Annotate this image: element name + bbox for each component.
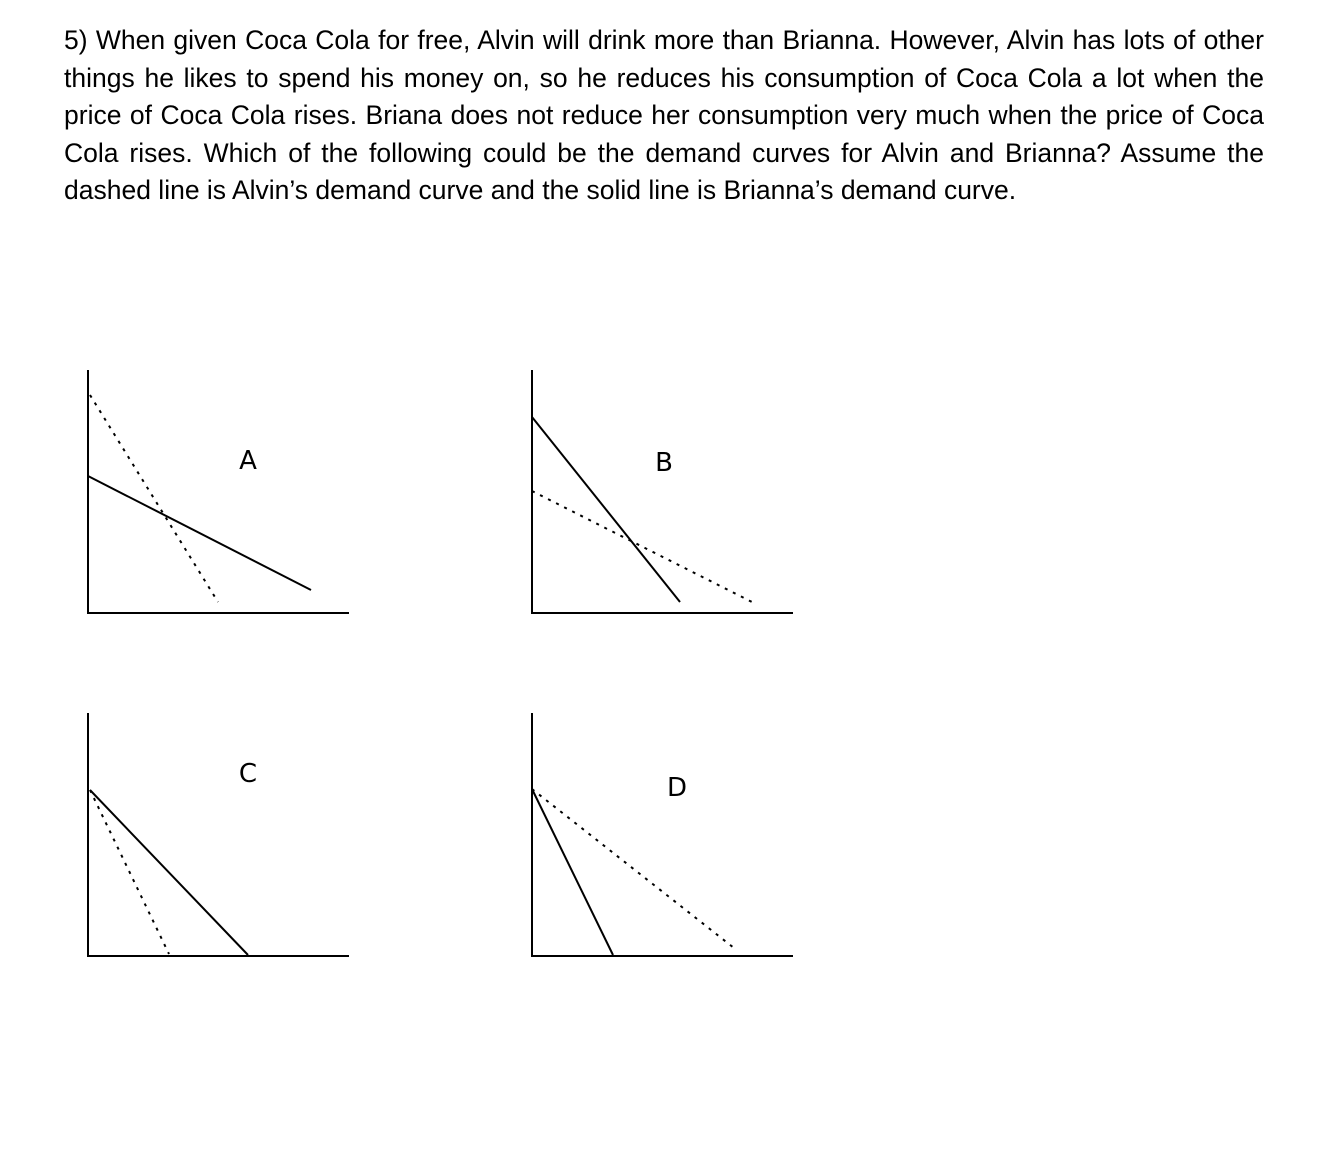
graph-option-a	[80, 365, 360, 625]
graph-option-c	[80, 708, 360, 968]
option-letter: A	[239, 446, 257, 476]
alvin-demand-curve	[532, 491, 752, 602]
option-letter: C	[238, 759, 258, 789]
alvin-demand-curve	[532, 789, 734, 948]
brianna-demand-curve	[90, 790, 248, 955]
brianna-demand-curve	[532, 789, 613, 955]
question-text: 5) When given Coca Cola for free, Alvin will drink more than Brianna. However, Alvin has lots of other things he likes to spend his money on, so he reduces his consumption of Coca Cola a lot when the price of Coca Cola rises. Briana does not reduce her consumption very much when the price of Coca Cola rises. Which of the following could be the demand curves for Alvin and Brianna? Assume the dashed line is Alvin’s demand curve and the solid line is Brianna’s demand curve.	[64, 25, 1264, 206]
brianna-demand-curve	[532, 417, 680, 602]
option-letter: D	[666, 773, 688, 803]
alvin-demand-curve	[90, 790, 169, 954]
graph-option-d	[524, 708, 804, 968]
option-letter: B	[655, 448, 673, 478]
graph-option-b	[524, 365, 804, 625]
alvin-demand-curve	[90, 395, 218, 602]
